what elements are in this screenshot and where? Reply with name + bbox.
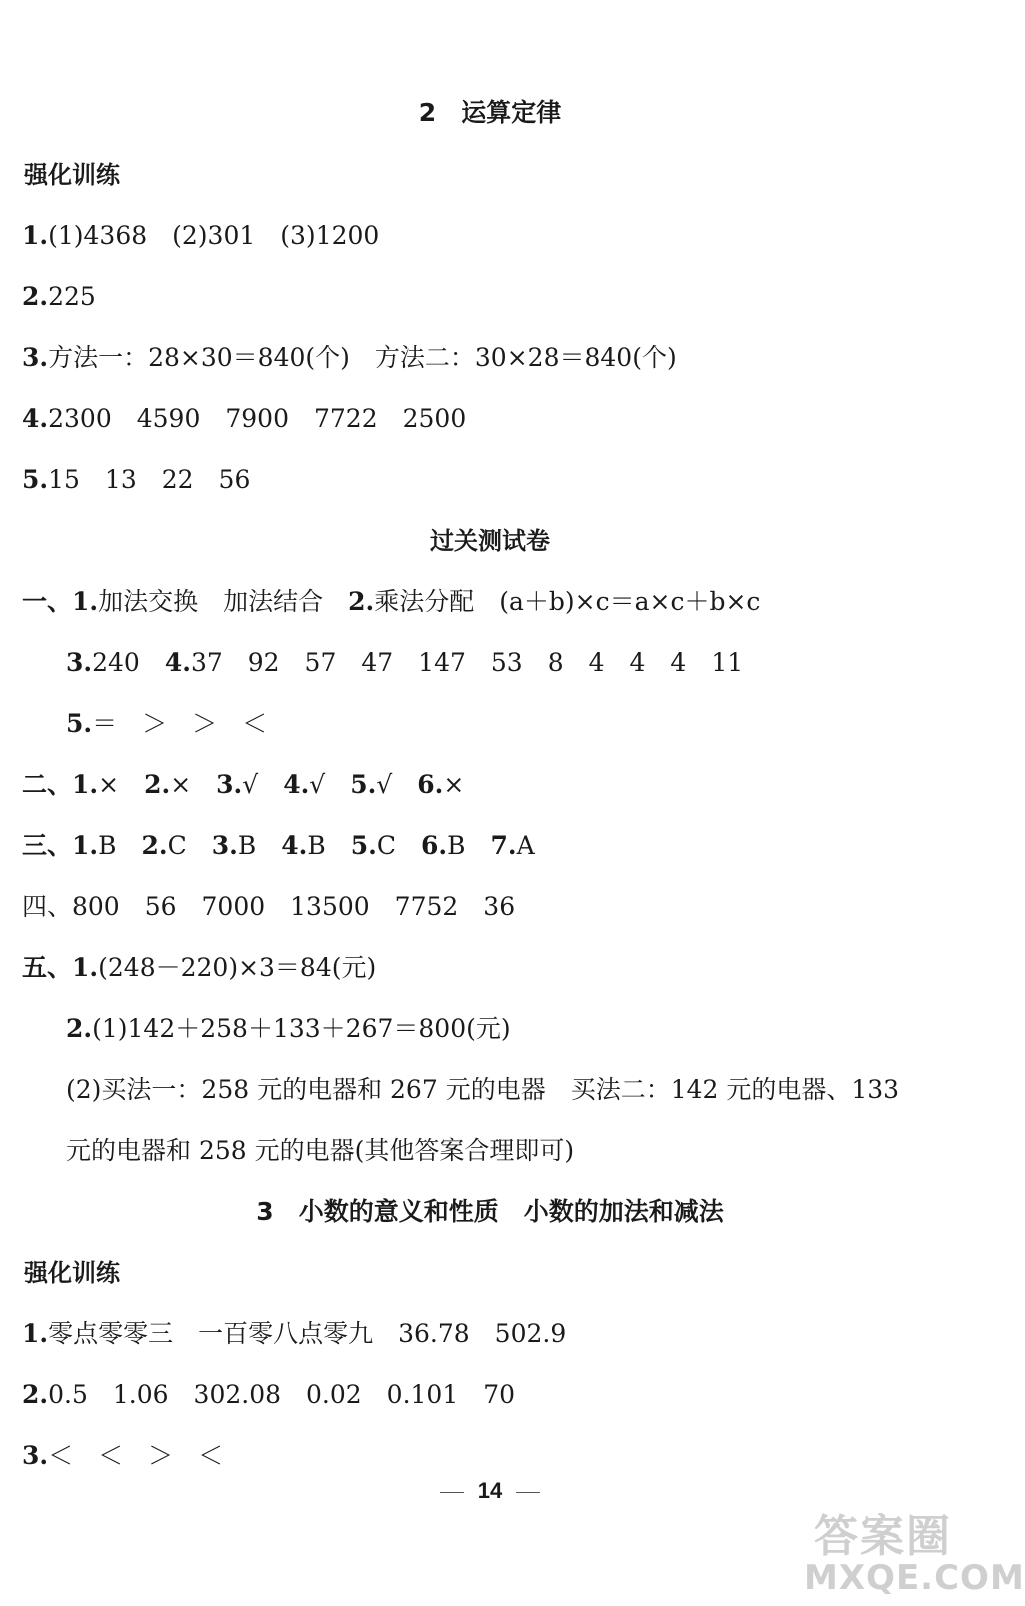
item-number: 3. [22, 1441, 49, 1470]
item-number: 4. [22, 404, 49, 433]
drill-item-2 [22, 282, 96, 312]
test-q1-line1 [22, 587, 760, 617]
test-title: 过关测试卷 [430, 527, 550, 555]
item-text: (1)142＋258＋133＋267＝800(元) [92, 1014, 511, 1043]
section-title-3: 3 小数的意义和性质 小数的加法和减法 [256, 1197, 724, 1226]
item-text: 2300 4590 7900 7722 2500 [48, 404, 467, 433]
test-q1-line3 [66, 709, 267, 739]
test-q4-line: 四、800 56 7000 13500 7752 36 [22, 892, 516, 921]
q2-prefix: 二、 [22, 770, 73, 799]
test-q1-line2 [66, 648, 743, 678]
item-text: (248－220)×3＝84(元) [98, 953, 377, 982]
item-text: × [443, 770, 465, 799]
item-text: B [98, 831, 142, 860]
item-text: ＜ ＜ ＞ ＜ [48, 1441, 224, 1470]
item-number: 1. [72, 587, 99, 616]
item-number: 5. [350, 770, 377, 799]
item-text: 240 [92, 648, 165, 677]
item-number: 1. [72, 770, 99, 799]
drill-item-5 [22, 465, 250, 495]
test-q2-line [22, 770, 464, 800]
drill-item-1 [22, 221, 379, 251]
footer-dash-left [440, 1492, 464, 1493]
item-text: B [237, 831, 282, 860]
item-text: 15 13 22 56 [48, 465, 251, 494]
item-text: ＝ ＞ ＞ ＜ [92, 709, 268, 738]
item-text: × [170, 770, 217, 799]
q5-prefix: 五、 [22, 953, 73, 982]
test-q3-line [22, 831, 535, 861]
item-text: 0.5 1.06 302.08 0.02 0.101 70 [48, 1380, 516, 1409]
item-text: (1)4368 (2)301 (3)1200 [48, 221, 380, 250]
item-number: 5. [66, 709, 93, 738]
item-number: 3. [66, 648, 93, 677]
item-number: 2. [22, 282, 49, 311]
item-text: C [376, 831, 421, 860]
item-number: 2. [348, 587, 375, 616]
item-text: C [167, 831, 212, 860]
item-text: A [516, 831, 535, 860]
item-number: 7. [490, 831, 517, 860]
item-number: 5. [350, 831, 377, 860]
drill-heading: 强化训练 [24, 161, 120, 189]
item-number: 1. [72, 953, 99, 982]
item-number: 3. [22, 343, 49, 372]
test-q5-line3: (2)买法一：258 元的电器和 267 元的电器 买法二：142 元的电器、133 [66, 1075, 900, 1104]
drill-item-4 [22, 404, 466, 434]
drill3-item-3 [22, 1441, 223, 1471]
test-q5-line2 [66, 1014, 511, 1044]
q3-prefix: 三、 [22, 831, 73, 860]
item-number: 1. [72, 831, 99, 860]
item-number: 1. [22, 1319, 49, 1348]
item-text: √ [376, 770, 418, 799]
item-number: 4. [283, 770, 310, 799]
item-number: 4. [281, 831, 308, 860]
footer-dash-right [516, 1492, 540, 1493]
item-text: √ [242, 770, 284, 799]
item-text: 零点零零三 一百零八点零九 36.78 502.9 [48, 1319, 567, 1348]
q1-prefix: 一、 [22, 587, 73, 616]
drill-heading-3: 强化训练 [24, 1259, 120, 1287]
item-number: 1. [22, 221, 49, 250]
item-number: 3. [211, 831, 238, 860]
drill3-item-2 [22, 1380, 515, 1410]
item-number: 2. [144, 770, 171, 799]
item-text: B [307, 831, 351, 860]
item-text: 加法交换 加法结合 [98, 587, 349, 616]
page-number: 14 [477, 1478, 503, 1503]
watermark-text: 答案圈 [814, 1511, 952, 1562]
item-text: 225 [48, 282, 96, 311]
test-q5-line4: 元的电器和 258 元的电器(其他答案合理即可) [66, 1136, 575, 1165]
item-number: 6. [417, 770, 444, 799]
item-text: 乘法分配 (a＋b)×c＝a×c＋b×c [374, 587, 761, 616]
drill3-item-1 [22, 1319, 566, 1349]
item-number: 2. [66, 1014, 93, 1043]
section-title-2: 2 运算定律 [418, 98, 562, 127]
item-text: × [98, 770, 145, 799]
item-number: 3. [216, 770, 243, 799]
item-number: 6. [420, 831, 448, 860]
test-q5-line1 [22, 953, 376, 983]
item-number: 2. [22, 1380, 49, 1409]
item-text: √ [309, 770, 351, 799]
item-number: 2. [141, 831, 168, 860]
item-text: 37 92 57 47 147 53 8 4 4 4 11 [190, 648, 744, 677]
item-number: 4. [164, 648, 191, 677]
drill-item-3 [22, 343, 677, 373]
watermark-url: MXQE.COM [804, 1558, 1025, 1598]
item-number: 5. [22, 465, 49, 494]
watermark-logo [794, 1498, 1025, 1598]
item-text: B [447, 831, 491, 860]
item-text: 方法一：28×30＝840(个) 方法二：30×28＝840(个) [48, 343, 677, 372]
